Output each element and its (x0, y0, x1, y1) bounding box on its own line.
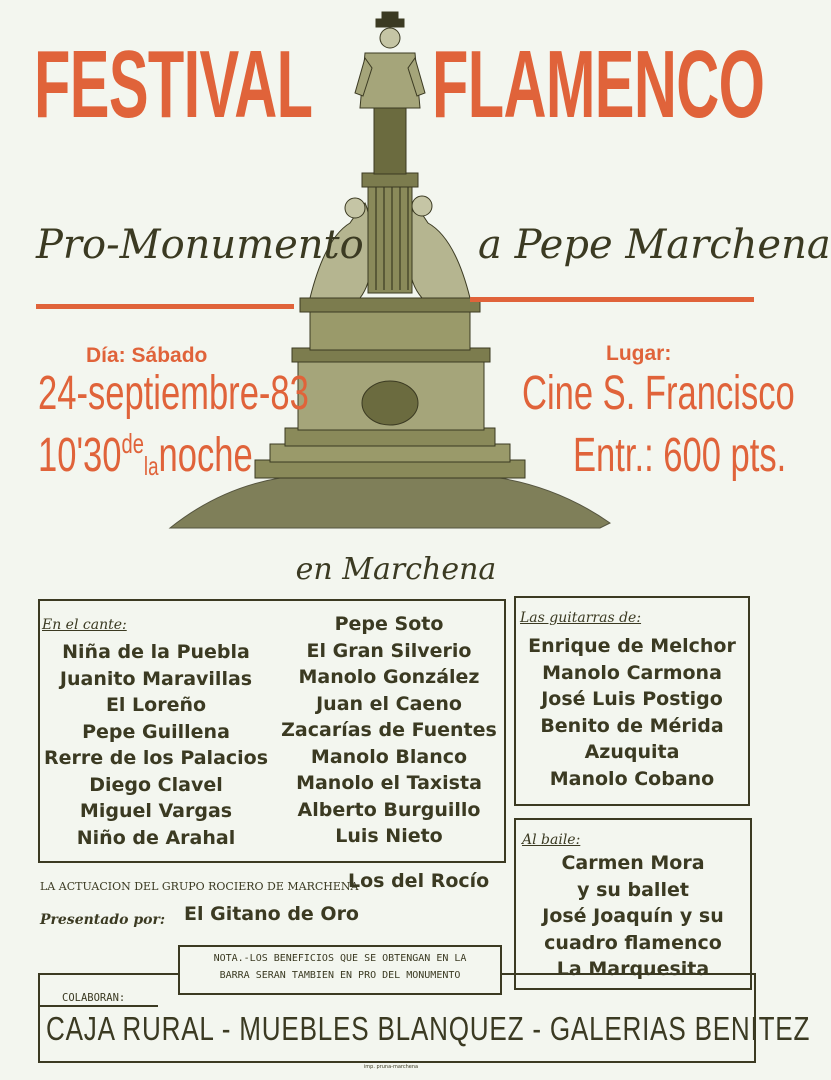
divider-right (470, 297, 754, 302)
guitarras-heading: Las guitarras de: (520, 610, 642, 626)
list-item: Alberto Burguillo (297, 798, 481, 821)
guitarras-list (514, 633, 750, 792)
presentado-name: El Gitano de Oro (184, 903, 359, 925)
grupo-text: LA ACTUACION DEL GRUPO ROCIERO DE MARCHENA (40, 880, 359, 893)
event-venue: Cine S. Francisco (522, 367, 795, 420)
list-item: Niña de la Puebla (62, 641, 250, 663)
time-de: de (121, 428, 144, 459)
event-price: Entr.: 600 pts. (573, 429, 787, 482)
event-time (38, 428, 253, 483)
presentado-label: Presentado por: (40, 912, 165, 928)
list-item: Juan el Caeno (316, 692, 462, 715)
list-item: Manolo Cobano (549, 767, 715, 790)
colaboran-label: COLABORAN: (62, 992, 126, 1004)
list-item: cuadro flamenco (544, 931, 722, 954)
divider-left (36, 304, 294, 309)
list-item: El Gran Silverio (306, 639, 472, 662)
list-item: Niño de Arahal (76, 826, 236, 849)
place-label: Lugar: (606, 342, 672, 365)
sponsors-text: CAJA RURAL - MUEBLES BLANQUEZ - GALERIAS BENITEZ (46, 1010, 811, 1047)
list-item: Pepe Soto (334, 613, 444, 635)
list-item: Manolo Carmona (542, 661, 722, 684)
list-item: La Marquesita (556, 958, 710, 980)
list-item: Benito de Mérida (540, 714, 724, 737)
nota-line-1: NOTA.-LOS BENEFICIOS QUE SE OBTENGAN EN LA (213, 953, 467, 964)
list-item: Enrique de Melchor (528, 635, 736, 657)
subtitle-pro-monumento: Pro-Monumento (36, 222, 364, 268)
cante-list-col2 (272, 611, 506, 850)
title-festival: FESTIVAL (34, 31, 313, 138)
cante-heading: En el cante: (42, 617, 127, 633)
list-item: Pepe Guillena (82, 720, 230, 743)
list-item: Azuquita (584, 741, 680, 763)
time-noche: noche (158, 429, 253, 482)
list-item: Juanito Maravillas (59, 667, 253, 690)
baile-heading: Al baile: (522, 832, 581, 848)
list-item: Manolo el Taxista (296, 772, 482, 794)
list-item: Miguel Vargas (79, 800, 233, 822)
list-item: José Joaquín y su (542, 905, 724, 927)
list-item: El Loreño (105, 694, 207, 716)
cante-list-col1 (40, 639, 272, 851)
time-main: 10'30 (38, 429, 122, 482)
list-item: y su ballet (577, 878, 689, 901)
title-flamenco: FLAMENCO (432, 31, 765, 138)
grupo-name: Los del Rocío (348, 870, 490, 892)
list-item: Diego Clavel (89, 773, 223, 796)
list-item: Manolo Blanco (310, 745, 468, 768)
nota-line-2: BARRA SERAN TAMBIEN EN PRO DEL MONUMENTO (219, 970, 461, 981)
time-la: la (143, 451, 159, 481)
list-item: Manolo González (298, 666, 480, 688)
list-item: Carmen Mora (561, 852, 705, 874)
subtitle-pepe-marchena: a Pepe Marchena (478, 222, 831, 268)
nota-text (178, 950, 502, 984)
event-date: 24-septiembre-83 (38, 367, 309, 420)
printer-credit: imp. pruna-marchena (363, 1064, 419, 1070)
baile-list (514, 850, 752, 983)
colaboran-underline (40, 1005, 158, 1007)
list-item: Luis Nieto (335, 825, 443, 847)
location-text: en Marchena (295, 552, 497, 587)
day-label: Día: Sábado (86, 344, 208, 367)
list-item: Rerre de los Palacios (43, 747, 269, 769)
list-item: José Luis Postigo (541, 688, 723, 710)
list-item: Zacarías de Fuentes (281, 719, 497, 741)
